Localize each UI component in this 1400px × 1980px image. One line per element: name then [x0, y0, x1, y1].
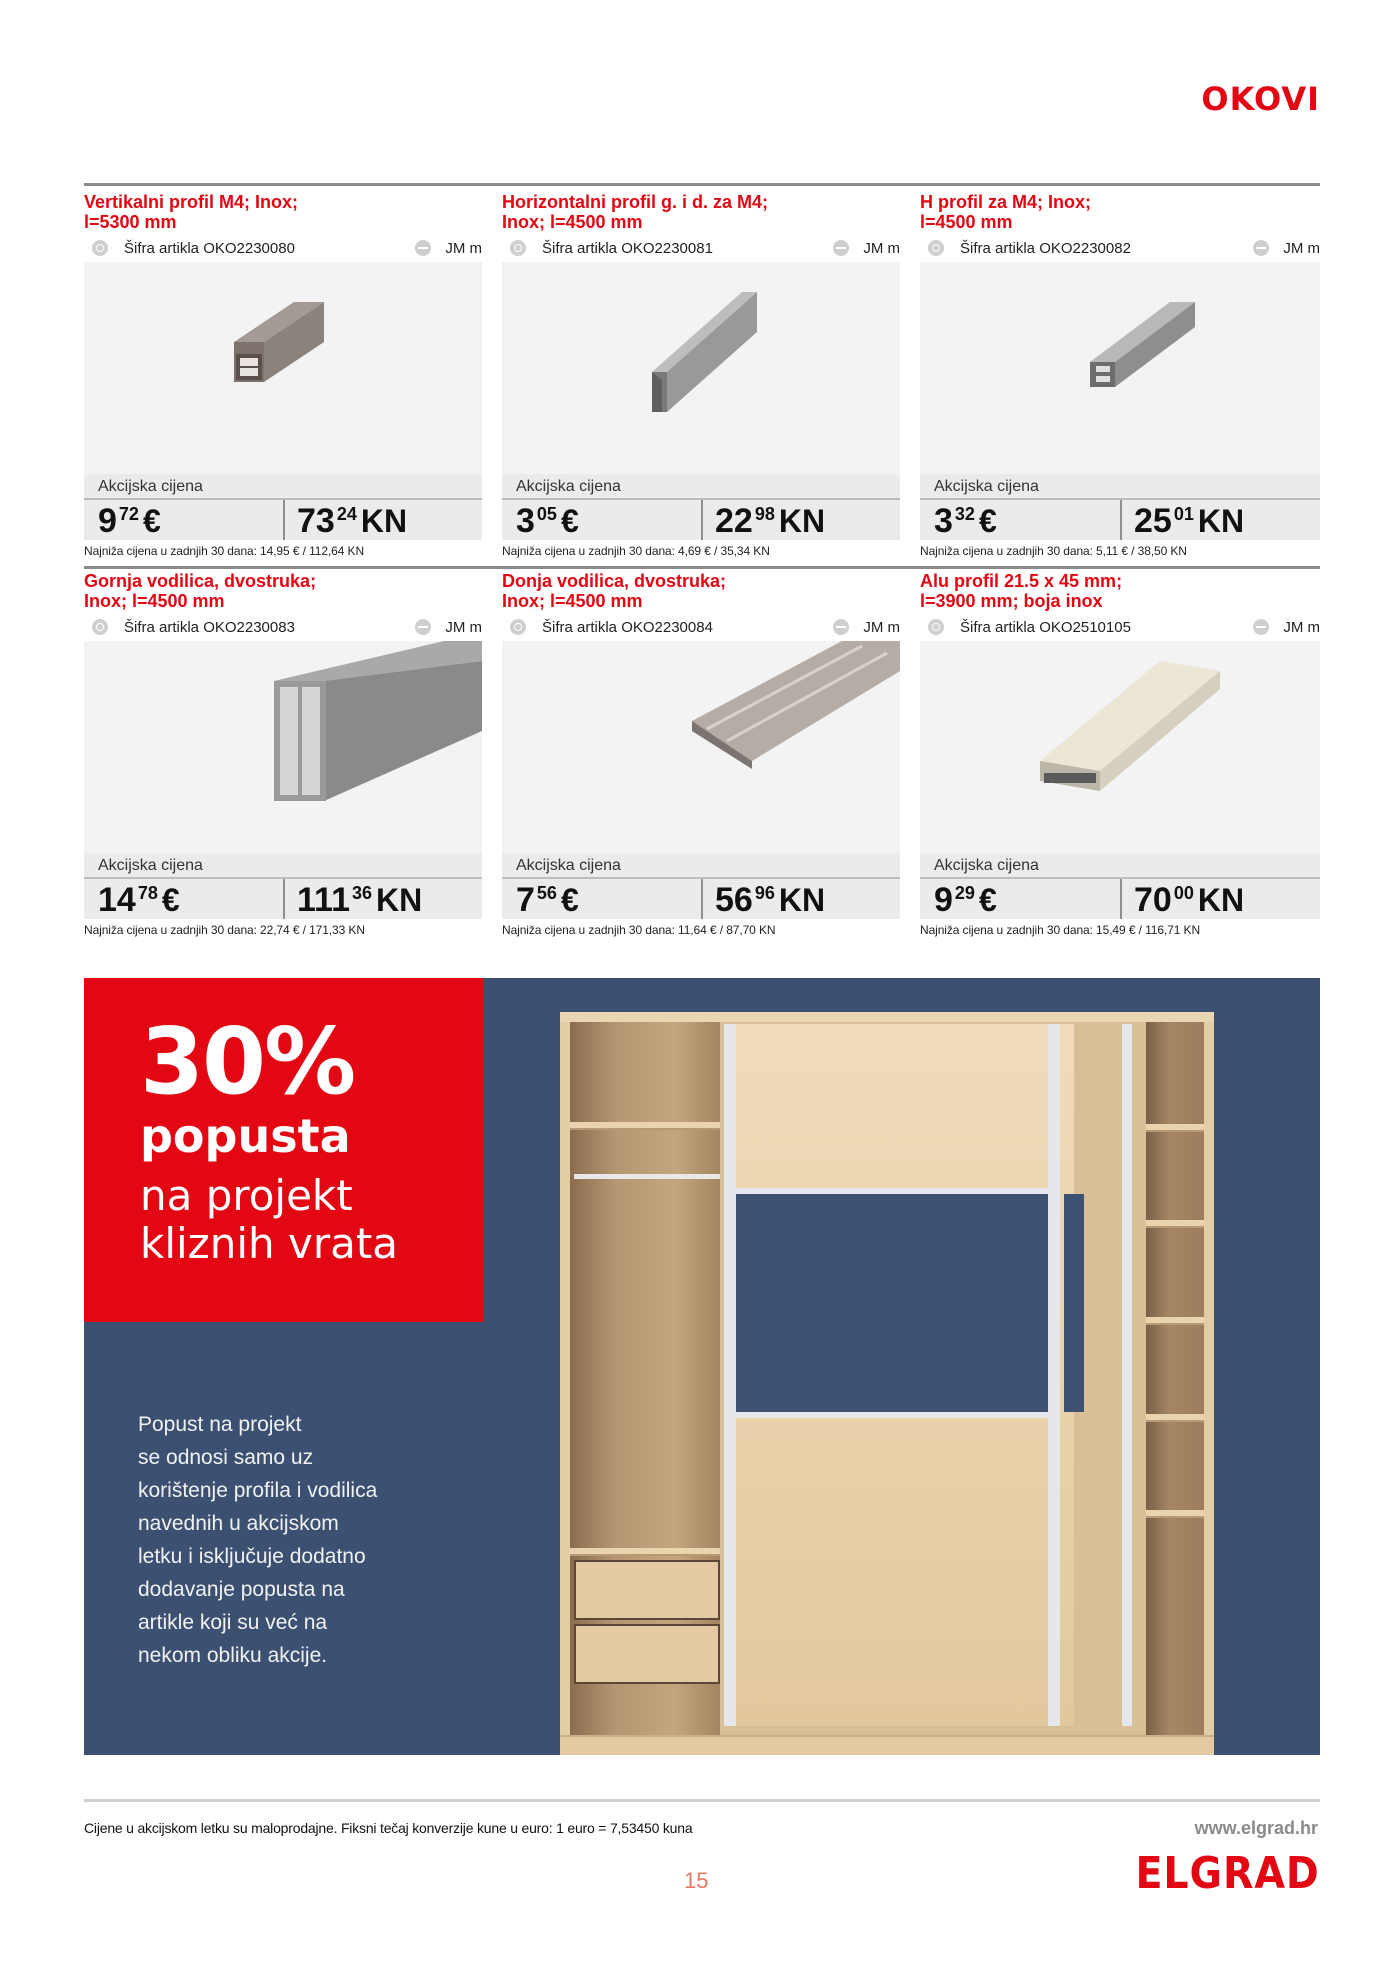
- title-line: Inox; l=4500 mm: [502, 212, 643, 232]
- drawer: [574, 1560, 720, 1620]
- product-card[interactable]: [84, 569, 482, 945]
- door-frame: [724, 1024, 736, 1726]
- promo-text-line: letku i isključuje dodatno: [138, 1545, 366, 1568]
- title-line: l=3900 mm; boja inox: [920, 591, 1103, 611]
- price-kn: [1120, 879, 1320, 919]
- price-eur: [502, 879, 701, 919]
- title-line: Alu profil 21.5 x 45 mm;: [920, 571, 1123, 591]
- lowest-price-note: Najniža cijena u zadnjih 30 dana: 11,64 € / 87,70 KN: [502, 923, 776, 937]
- price-bar: [920, 879, 1320, 919]
- sku-icon: [510, 240, 526, 256]
- price-kn-dec: 98: [754, 504, 775, 524]
- unit-label: JM m: [445, 239, 482, 257]
- promo-text-line: dodavanje popusta na: [138, 1578, 345, 1601]
- door-frame: [736, 1188, 1048, 1194]
- product-title: [84, 190, 482, 234]
- door-blue-panel: [736, 1194, 1048, 1412]
- price-eur-dec: 32: [954, 504, 975, 524]
- price-eur-dec: 29: [954, 883, 975, 903]
- title-line: l=5300 mm: [84, 212, 177, 232]
- shelf: [1146, 1510, 1204, 1518]
- price-label: Akcijska cijena: [84, 853, 482, 879]
- kn-symbol: KN: [778, 882, 826, 918]
- price-label: Akcijska cijena: [84, 474, 482, 500]
- price-label: Akcijska cijena: [502, 853, 900, 879]
- shelf: [1146, 1124, 1204, 1132]
- sku-text: Šifra artikla OKO2230082: [960, 239, 1131, 257]
- price-eur-dec: 56: [536, 883, 557, 903]
- page-number: 15: [684, 1868, 709, 1893]
- price-kn-int: 22: [715, 502, 753, 540]
- price-kn: [701, 879, 900, 919]
- price-kn-dec: 36: [351, 883, 373, 903]
- promo-percent: 30%: [140, 1008, 355, 1115]
- sku-text: Šifra artikla OKO2510105: [960, 618, 1131, 636]
- footer-note: Cijene u akcijskom letku su maloprodajne. Fiksni tečaj konverzije kune u euro: 1 euro = 7,53450 kuna: [84, 1820, 693, 1836]
- lowest-price-note: Najniža cijena u zadnjih 30 dana: 4,69 € / 35,34 KN: [502, 544, 770, 558]
- price-kn: [701, 500, 900, 540]
- product-card[interactable]: [502, 569, 900, 945]
- sku-icon: [92, 619, 108, 635]
- price-eur-int: 3: [934, 502, 953, 540]
- promo-conditions: [138, 1408, 438, 1672]
- title-line: Inox; l=4500 mm: [502, 591, 643, 611]
- promo-discount-box: [84, 978, 484, 1322]
- unit-label: JM m: [1283, 618, 1320, 636]
- promo-popusta: popusta: [140, 1109, 351, 1163]
- product-card[interactable]: [502, 190, 900, 566]
- door-frame: [1122, 1024, 1132, 1726]
- wardrobe-side: [560, 1022, 570, 1735]
- product-image-vertical-profile: [84, 262, 482, 474]
- lowest-price-note: Najniža cijena u zadnjih 30 dana: 22,74 € / 171,33 KN: [84, 923, 365, 937]
- product-meta: [84, 234, 482, 262]
- price-eur: [920, 879, 1120, 919]
- website-link[interactable]: www.elgrad.hr: [1194, 1818, 1318, 1838]
- price-eur: [84, 879, 283, 919]
- sku-text: Šifra artikla OKO2230083: [124, 618, 295, 636]
- price-bar: [502, 500, 900, 540]
- unit-icon: [833, 240, 849, 256]
- promo-text-line: artikle koji su već na: [138, 1611, 328, 1634]
- product-meta: [920, 613, 1320, 641]
- shelf: [1146, 1317, 1204, 1325]
- sku-icon: [510, 619, 526, 635]
- unit-icon: [1253, 240, 1269, 256]
- product-card[interactable]: [920, 569, 1320, 945]
- euro-symbol: €: [560, 882, 579, 918]
- product-card[interactable]: [84, 190, 482, 566]
- shelf: [1146, 1414, 1204, 1422]
- title-line: Gornja vodilica, dvostruka;: [84, 571, 317, 591]
- price-eur: [84, 500, 283, 540]
- footer-divider: [84, 1799, 1320, 1802]
- product-row: [84, 569, 1320, 945]
- shelf: [1146, 1220, 1204, 1228]
- product-title: [920, 190, 1320, 234]
- wardrobe-side: [1204, 1022, 1214, 1735]
- promo-line: kliznih vrata: [140, 1219, 399, 1268]
- price-kn: [283, 500, 482, 540]
- promo-text-line: nekom obliku akcije.: [138, 1644, 328, 1667]
- price-kn-dec: 96: [754, 883, 775, 903]
- drawer: [574, 1624, 720, 1684]
- price-kn: [1120, 500, 1320, 540]
- price-kn-int: 25: [1134, 502, 1172, 540]
- product-image-alu-profile: [920, 641, 1320, 853]
- product-title: [84, 569, 482, 613]
- price-kn-int: 56: [715, 881, 753, 919]
- price-kn-int: 111: [297, 881, 350, 919]
- hanging-rail: [574, 1174, 720, 1179]
- euro-symbol: €: [560, 503, 579, 539]
- price-kn: [283, 879, 482, 919]
- unit-icon: [833, 619, 849, 635]
- promo-banner: [84, 978, 1320, 1755]
- sku-text: Šifra artikla OKO2230080: [124, 239, 295, 257]
- title-line: Vertikalni profil M4; Inox;: [84, 192, 299, 212]
- product-card[interactable]: [920, 190, 1320, 566]
- price-eur-dec: 05: [536, 504, 557, 524]
- unit-label: JM m: [863, 618, 900, 636]
- kn-symbol: KN: [376, 882, 423, 918]
- product-image-h-profile: [920, 262, 1320, 474]
- unit-label: JM m: [445, 618, 482, 636]
- price-label: Akcijska cijena: [920, 474, 1320, 500]
- product-image-lower-rail: [502, 641, 900, 853]
- promo-text-line: navednih u akcijskom: [138, 1512, 339, 1535]
- kn-symbol: KN: [1197, 882, 1245, 918]
- price-bar: [84, 500, 482, 540]
- unit-label: JM m: [863, 239, 900, 257]
- door-frame: [1048, 1024, 1060, 1726]
- promo-line: na projekt: [140, 1171, 353, 1220]
- price-bar: [920, 500, 1320, 540]
- wardrobe-base: [560, 1735, 1214, 1755]
- lowest-price-note: Najniža cijena u zadnjih 30 dana: 14,95 € / 112,64 KN: [84, 544, 365, 558]
- shelf: [570, 1548, 720, 1556]
- product-meta: [502, 613, 900, 641]
- euro-symbol: €: [142, 503, 161, 539]
- section-title: OKOVI: [1201, 80, 1320, 118]
- price-eur-int: 7: [516, 881, 535, 919]
- product-grid: [84, 190, 1320, 945]
- unit-icon: [1253, 619, 1269, 635]
- unit-icon: [415, 240, 431, 256]
- promo-text-line: se odnosi samo uz: [138, 1446, 314, 1469]
- price-eur-int: 3: [516, 502, 535, 540]
- sku-icon: [928, 619, 944, 635]
- top-divider: [84, 183, 1320, 186]
- product-title: [502, 190, 900, 234]
- euro-symbol: €: [978, 503, 997, 539]
- title-line: Donja vodilica, dvostruka;: [502, 571, 727, 591]
- price-label: Akcijska cijena: [920, 853, 1320, 879]
- title-line: Horizontalni profil g. i d. za M4;: [502, 192, 768, 212]
- wardrobe-top: [560, 1012, 1214, 1022]
- price-bar: [84, 879, 482, 919]
- wardrobe-image: [560, 1012, 1214, 1755]
- price-eur-dec: 72: [118, 504, 139, 524]
- sku-icon: [92, 240, 108, 256]
- product-image-upper-rail: [84, 641, 482, 853]
- euro-symbol: €: [161, 882, 180, 918]
- product-title: [920, 569, 1320, 613]
- shelf: [570, 1122, 720, 1130]
- sku-text: Šifra artikla OKO2230081: [542, 239, 713, 257]
- price-eur-int: 9: [98, 502, 117, 540]
- price-eur: [502, 500, 701, 540]
- lowest-price-note: Najniža cijena u zadnjih 30 dana: 15,49 € / 116,71 KN: [920, 923, 1201, 937]
- price-kn-dec: 01: [1173, 504, 1194, 524]
- product-title: [502, 569, 900, 613]
- price-label: Akcijska cijena: [502, 474, 900, 500]
- product-meta: [84, 613, 482, 641]
- title-line: H profil za M4; Inox;: [920, 192, 1091, 212]
- unit-icon: [415, 619, 431, 635]
- lowest-price-note: Najniža cijena u zadnjih 30 dana: 5,11 € / 38,50 KN: [920, 544, 1187, 558]
- brand-logo: ELGRAD: [1135, 1848, 1320, 1899]
- kn-symbol: KN: [778, 503, 826, 539]
- price-kn-dec: 00: [1173, 883, 1194, 903]
- price-eur-dec: 78: [137, 883, 158, 903]
- price-eur-int: 14: [98, 881, 136, 919]
- product-image-horizontal-profile: [502, 262, 900, 474]
- price-kn-int: 70: [1134, 881, 1172, 919]
- unit-label: JM m: [1283, 239, 1320, 257]
- promo-text-line: Popust na projekt: [138, 1413, 302, 1436]
- price-kn-dec: 24: [336, 504, 357, 524]
- sku-icon: [928, 240, 944, 256]
- euro-symbol: €: [978, 882, 997, 918]
- kn-symbol: KN: [1197, 503, 1245, 539]
- kn-symbol: KN: [360, 503, 408, 539]
- door-blue-panel: [1064, 1194, 1084, 1412]
- price-eur-int: 9: [934, 881, 953, 919]
- price-bar: [502, 879, 900, 919]
- door-frame: [736, 1412, 1048, 1418]
- title-line: Inox; l=4500 mm: [84, 591, 225, 611]
- product-row: [84, 190, 1320, 566]
- price-kn-int: 73: [297, 502, 335, 540]
- title-line: l=4500 mm: [920, 212, 1013, 232]
- product-meta: [502, 234, 900, 262]
- price-eur: [920, 500, 1120, 540]
- product-meta: [920, 234, 1320, 262]
- sku-text: Šifra artikla OKO2230084: [542, 618, 713, 636]
- promo-text-line: korištenje profila i vodilica: [138, 1479, 378, 1502]
